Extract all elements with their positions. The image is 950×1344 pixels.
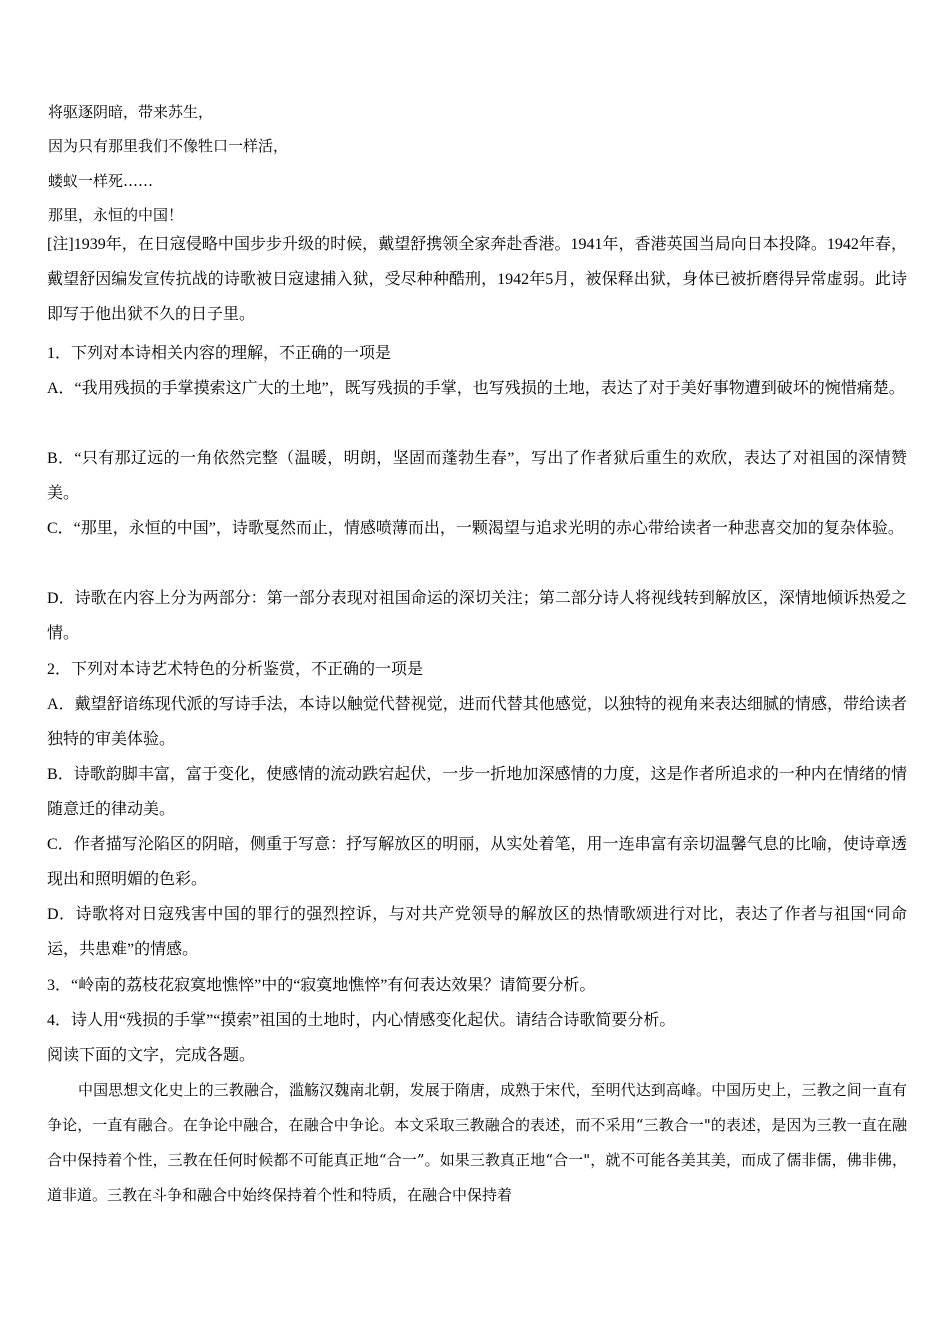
poem-line-4: 那里，永恒的中国！	[48, 206, 184, 224]
question-1-option-d: D．诗歌在内容上分为两部分：第一部分表现对祖国命运的深切关注；第二部分诗人将视线转到解放区，深情地倾诉热爱之情。	[47, 590, 907, 642]
question-2-option-b: B．诗歌韵脚丰富，富于变化，使感情的流动跌宕起伏，一步一折地加深感情的力度，这是作者所追求的一种内在情绪的情随意迁的律动美。	[47, 766, 907, 818]
question-2-option-d: D．诗歌将对日寇残害中国的罪行的强烈控诉，与对共产党领导的解放区的热情歌颂进行对比，表达了作者与祖国“同命运，共患难”的情感。	[47, 906, 907, 958]
poem-note: [注]1939年，在日寇侵略中国步步升级的时候，戴望舒携领全家奔赴香港。1941年，香港英国当局向日本投降。1942年春，戴望舒因编发宣传抗战的诗歌被日寇逮捕入狱，受尽种种酷刑，1942年5月，被保释出狱，身体已被折磨得异常虚弱。此诗即写于他出狱不久的日子里。	[47, 236, 907, 323]
reading-instruction: 阅读下面的文字，完成各题。	[47, 1047, 256, 1064]
poem-line-1: 将驱逐阴暗，带来苏生，	[48, 103, 214, 121]
question-1-option-a: A．“我用残损的手掌摸索这广大的土地”，既写残损的手掌，也写残损的土地，表达了对于美好事物遭到破坏的惋惜痛楚。	[47, 380, 905, 397]
poem-line-2: 因为只有那里我们不像牲口一样活，	[48, 137, 289, 155]
question-1-option-c: C．“那里，永恒的中国”，诗歌戛然而止，情感喷薄而出，一颗渴望与追求光明的赤心带给读者一种悲喜交加的复杂体验。	[47, 520, 904, 537]
question-2-option-a: A．戴望舒谙练现代派的写诗手法，本诗以触觉代替视觉，进而代替其他感觉，以独特的视角来表达细腻的情感，带给读者独特的审美体验。	[47, 696, 907, 748]
question-2-stem: 2．下列对本诗艺术特色的分析鉴赏，不正确的一项是	[47, 661, 424, 678]
question-3: 3．“岭南的荔枝花寂寞地憔悴”中的“寂寞地憔悴”有何表达效果？请简要分析。	[47, 977, 596, 994]
poem-line-3: 蝼蚁一样死……	[48, 172, 154, 190]
question-1-option-b: B．“只有那辽远的一角依然完整（温暖，明朗，坚固而蓬勃生春”，写出了作者狱后重生的欢欣，表达了对祖国的深情赞美。	[47, 450, 907, 502]
question-1-stem: 1．下列对本诗相关内容的理解，不正确的一项是	[47, 345, 392, 362]
question-4: 4．诗人用“残损的手掌”“摸索”祖国的土地时，内心情感变化起伏。请结合诗歌简要分析。	[47, 1012, 676, 1029]
reading-passage: 中国思想文化史上的三教融合，滥觞汉魏南北朝，发展于隋唐，成熟于宋代，至明代达到高峰。中国历史上，三教之间一直有争论，一直有融合。在争论中融合，在融合中争论。本文采取三教融合的表述，而不采用“三教合一"的表述，是因为三教一直在融合中保持着个性，三教在任何时候都不可能真正地“合一”。如果三教真正地“合一"，就不可能各美其美，而成了儒非儒，佛非佛，道非道。三教在斗争和融合中始终保持着个性和特质，在融合中保持着	[47, 1081, 907, 1204]
question-2-option-c: C．作者描写沦陷区的阴暗，侧重于写意：抒写解放区的明丽，从实处着笔，用一连串富有亲切温馨气息的比喻，使诗章透现出和照明媚的色彩。	[47, 836, 907, 888]
